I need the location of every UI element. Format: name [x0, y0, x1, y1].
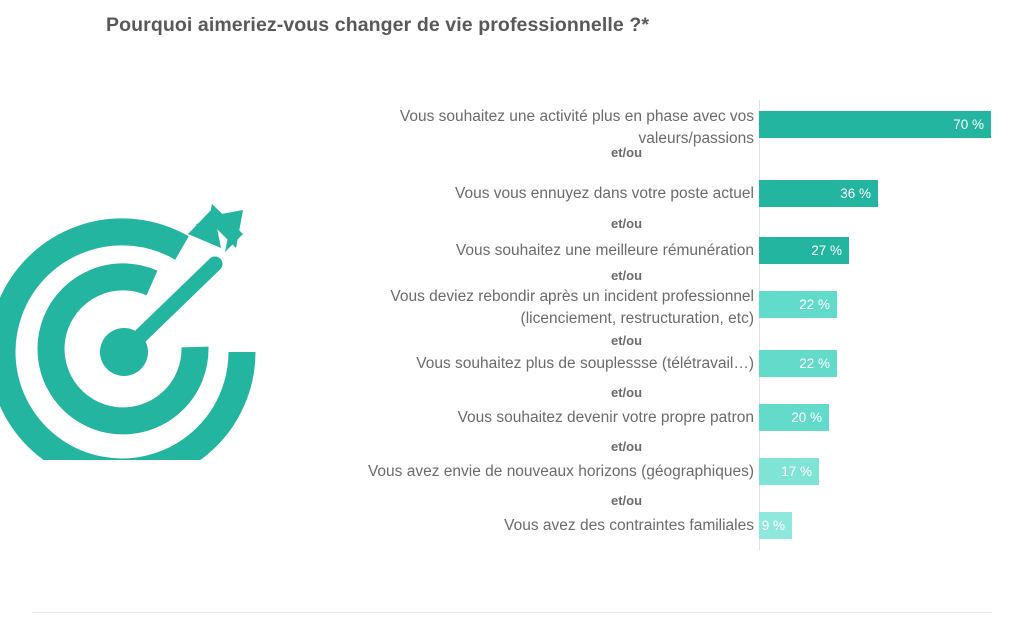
bar-row-label — [284, 406, 754, 429]
bar-container — [759, 350, 837, 377]
connector-label: et/ou — [611, 145, 643, 160]
bar-value-label: 27 % — [811, 243, 842, 258]
bar-row[interactable] — [270, 512, 1010, 542]
bar-row-label-line1: Vous vous ennuyez dans votre poste actuel — [454, 185, 754, 202]
bar[interactable] — [759, 404, 829, 431]
bar-row-label-line1: Vous avez envie de nouveaux horizons (géographiques) — [367, 463, 754, 480]
bar-row-label-line1: Vous souhaitez une meilleure rémunération — [455, 242, 754, 259]
bar-value-label: 70 % — [953, 117, 984, 132]
bar-value-label: 20 % — [791, 410, 822, 425]
bar-row[interactable] — [270, 458, 1010, 488]
bar-row-label-line2: valeurs/passions — [638, 130, 754, 147]
bar-row-label — [284, 352, 754, 375]
bar-row-label-line1: Vous deviez rebondir après un incident professionnel — [390, 288, 754, 305]
bar-row-label-line1: Vous souhaitez devenir votre propre patron — [457, 409, 754, 426]
bar-row[interactable] — [270, 286, 1010, 332]
bar-row-label — [284, 460, 754, 483]
bar-container — [759, 512, 792, 539]
bar-value-label: 17 % — [781, 464, 812, 479]
bar-row-label — [284, 286, 754, 330]
bar-row-label — [284, 514, 754, 537]
bar-row-label-line1: Vous souhaitez une activité plus en phase avec vos — [399, 108, 754, 125]
bar[interactable] — [759, 291, 837, 318]
bar-chart — [270, 100, 1010, 550]
connector-label: et/ou — [611, 493, 643, 508]
bar-value-label: 22 % — [799, 297, 830, 312]
bar-row[interactable] — [270, 168, 1010, 202]
connector-label: et/ou — [611, 268, 643, 283]
connector-label: et/ou — [611, 216, 643, 231]
connector-label: et/ou — [611, 333, 643, 348]
bar-row-label-line2: (licenciement, restructuration, etc) — [520, 310, 754, 327]
bar-row[interactable] — [270, 404, 1010, 434]
page-title: Pourquoi aimeriez-vous changer de vie professionnelle ?* — [106, 14, 650, 36]
bar-container — [759, 111, 991, 138]
bar-container — [759, 291, 837, 318]
bar[interactable] — [759, 237, 849, 264]
bar-row-label-line1: Vous souhaitez plus de souplessse (télétravail…) — [416, 355, 754, 372]
bar[interactable] — [759, 180, 878, 207]
target-with-arrow-icon — [0, 170, 270, 460]
bar-row[interactable] — [270, 237, 1010, 267]
bar-container — [759, 458, 819, 485]
bar-row-label — [284, 239, 754, 262]
bar[interactable] — [759, 512, 792, 539]
bar-row[interactable] — [270, 350, 1010, 380]
bar[interactable] — [759, 350, 837, 377]
bar-container — [759, 404, 829, 431]
bar-value-label: 9 % — [761, 518, 785, 533]
bar-row-label-line1: Vous avez des contraintes familiales — [504, 517, 754, 534]
bar-row-label — [284, 106, 754, 150]
bar-container — [759, 180, 878, 207]
bar-value-label: 22 % — [799, 356, 830, 371]
bar[interactable] — [759, 111, 991, 138]
connector-label: et/ou — [611, 439, 643, 454]
bar-container — [759, 237, 849, 264]
bar-row[interactable] — [270, 100, 1010, 146]
bar-row-label — [284, 182, 754, 205]
footer-divider — [32, 612, 992, 613]
bar[interactable] — [759, 458, 819, 485]
bar-value-label: 36 % — [840, 186, 871, 201]
connector-label: et/ou — [611, 385, 643, 400]
